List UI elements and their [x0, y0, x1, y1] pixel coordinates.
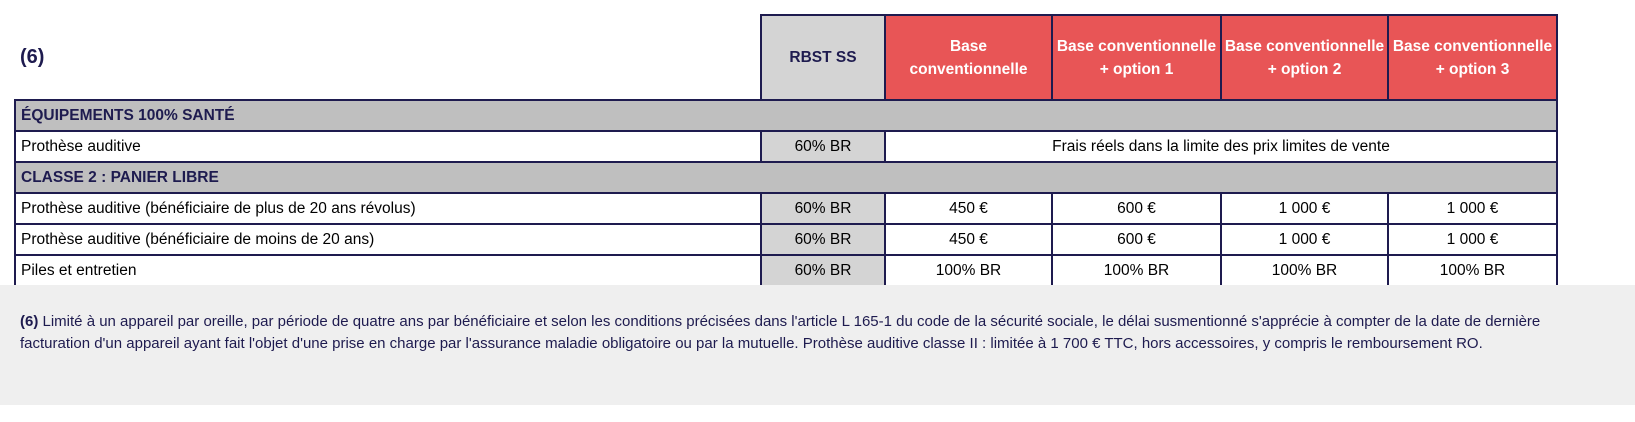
row-value-base: 450 € — [885, 224, 1052, 255]
guarantees-table — [14, 14, 1558, 287]
section-row — [15, 162, 1557, 193]
row-merged-value: Frais réels dans la limite des prix limites de vente — [885, 131, 1557, 162]
row-value-option-1: 100% BR — [1052, 255, 1221, 286]
row-value-option-2: 100% BR — [1221, 255, 1388, 286]
footnote-panel — [0, 285, 1635, 405]
row-value-base: 450 € — [885, 193, 1052, 224]
row-label: Prothèse auditive (bénéficiaire de moins de 20 ans) — [15, 224, 761, 255]
footnote-text — [20, 311, 1580, 355]
header-option-1 — [1052, 15, 1221, 100]
header-blank-cell — [15, 15, 761, 100]
header-option-2 — [1221, 15, 1388, 100]
section-title: CLASSE 2 : PANIER LIBRE — [15, 162, 1557, 193]
footnote-ref: (6) — [20, 313, 39, 330]
footnote-body: Limité à un appareil par oreille, par période de quatre ans par bénéficiaire et selon les conditions précisées dans l'article L 165-1 du code de la sécurité sociale, le délai susmentionné s'apprécie à compter de la date de dernière facturation d'un appareil ayant fait l'objet d'une prise en charge par l'assurance maladie obligatoire ou par la mutuelle. Prothèse auditive classe II : limitée à 1 700 € TTC, hors accessoires, y compris le remboursement RO. — [20, 313, 1541, 352]
header-rbst-label: RBST SS — [789, 48, 857, 66]
section-row — [15, 100, 1557, 131]
table-row — [15, 131, 1557, 162]
header-rbst-ss — [761, 15, 885, 100]
table-row — [15, 193, 1557, 224]
row-rbst-value: 60% BR — [761, 255, 885, 286]
header-label-line2: + option 2 — [1267, 60, 1342, 78]
header-label-line2: + option 3 — [1435, 60, 1510, 78]
header-label-line1: Base conventionnelle — [1392, 37, 1553, 55]
header-label-line1: Base conventionnelle — [1056, 37, 1217, 55]
header-base-conventionnelle — [885, 15, 1052, 100]
row-value-base: 100% BR — [885, 255, 1052, 286]
header-label-line2: + option 1 — [1099, 60, 1174, 78]
row-value-option-2: 1 000 € — [1221, 224, 1388, 255]
row-rbst-value: 60% BR — [761, 224, 885, 255]
header-label-line2: conventionnelle — [909, 60, 1028, 78]
row-value-option-1: 600 € — [1052, 224, 1221, 255]
row-value-option-2: 1 000 € — [1221, 193, 1388, 224]
header-label-line1: Base — [949, 37, 988, 55]
table-row — [15, 255, 1557, 286]
row-rbst-value: 60% BR — [761, 193, 885, 224]
table-header-row — [15, 15, 1557, 100]
row-rbst-value: 60% BR — [761, 131, 885, 162]
header-option-3 — [1388, 15, 1557, 100]
note-reference-label: (6) — [20, 46, 45, 68]
section-title: ÉQUIPEMENTS 100% SANTÉ — [15, 100, 1557, 131]
row-value-option-3: 1 000 € — [1388, 193, 1557, 224]
row-value-option-3: 1 000 € — [1388, 224, 1557, 255]
row-label: Prothèse auditive (bénéficiaire de plus de 20 ans révolus) — [15, 193, 761, 224]
row-label: Prothèse auditive — [15, 131, 761, 162]
row-value-option-1: 600 € — [1052, 193, 1221, 224]
header-label-line1: Base conventionnelle — [1224, 37, 1385, 55]
row-label: Piles et entretien — [15, 255, 761, 286]
row-value-option-3: 100% BR — [1388, 255, 1557, 286]
table-row — [15, 224, 1557, 255]
